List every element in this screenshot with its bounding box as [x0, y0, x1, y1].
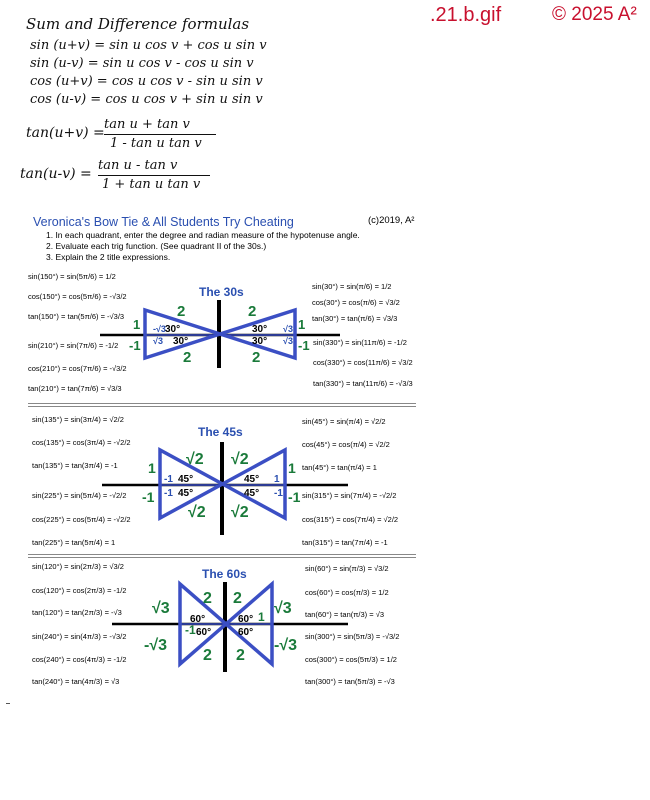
- instruction-3: 3. Explain the 2 title expressions.: [46, 252, 171, 262]
- tan-diff-numerator: tan u - tan v: [98, 158, 178, 173]
- side-label: -√3: [153, 324, 166, 334]
- hyp-label: 2: [233, 590, 242, 607]
- trig-row: sin(30°) = sin(π/6) = 1/2: [312, 282, 392, 291]
- trig-row: sin(225°) = sin(5π/4) = -√2/2: [32, 491, 127, 500]
- trig-row: sin(135°) = sin(3π/4) = √2/2: [32, 415, 124, 424]
- hyp-label: √2: [186, 451, 204, 468]
- tan-diff-denominator: 1 + tan u tan v: [102, 177, 201, 192]
- formula-line: cos (u-v) = cos u cos v + sin u sin v: [30, 92, 263, 107]
- tan-sum-denominator: 1 - tan u tan v: [110, 136, 202, 151]
- trig-row: tan(150°) = tan(5π/6) = -√3/3: [28, 312, 125, 321]
- side-label: -√3: [274, 637, 298, 654]
- side-label: 1: [148, 460, 156, 476]
- panel-title: The 60s: [202, 567, 247, 581]
- formula-line: sin (u-v) = sin u cos v - cos u sin v: [30, 56, 254, 71]
- hyp-label: √2: [231, 451, 249, 468]
- side-label: 1: [274, 474, 280, 485]
- trig-row: sin(60°) = sin(π/3) = √3/2: [305, 564, 389, 573]
- trig-row: cos(60°) = cos(π/3) = 1/2: [305, 588, 389, 597]
- side-label: 1: [288, 460, 296, 476]
- side-label: √3: [274, 600, 292, 617]
- hyp-label: 2: [248, 303, 257, 320]
- fraction-bar: [98, 175, 210, 176]
- side-label: 1: [258, 610, 265, 624]
- trig-row: sin(45°) = sin(π/4) = √2/2: [302, 417, 386, 426]
- trig-row: tan(315°) = tan(7π/4) = -1: [302, 538, 388, 547]
- trig-row: sin(240°) = sin(4π/3) = -√3/2: [32, 632, 127, 641]
- side-label: √3: [153, 336, 163, 346]
- trig-row: sin(300°) = sin(5π/3) = -√3/2: [305, 632, 400, 641]
- angle-label: 60°: [238, 614, 254, 625]
- side-label: -1: [288, 489, 301, 505]
- formula-line: sin (u+v) = sin u cos v + cos u sin v: [30, 38, 267, 53]
- hyp-label: 2: [203, 647, 212, 664]
- side-label: -1: [298, 338, 310, 353]
- trig-row: tan(30°) = tan(π/6) = √3/3: [312, 314, 398, 323]
- bowtie-diagram-45s: [100, 440, 350, 540]
- bowtie-diagram-60s: [110, 580, 350, 675]
- trig-row: tan(60°) = tan(π/3) = √3: [305, 610, 384, 619]
- panel-divider: [28, 403, 416, 407]
- hyp-label: 2: [203, 590, 212, 607]
- trig-row: tan(240°) = tan(4π/3) = √3: [32, 677, 120, 686]
- instruction-2: 2. Evaluate each trig function. (See quadrant II of the 30s.): [46, 241, 267, 251]
- side-label: 1: [133, 317, 141, 332]
- angle-label: 30°: [252, 336, 268, 347]
- stray-mark: [6, 703, 10, 704]
- angle-label: 30°: [165, 324, 181, 335]
- trig-row: sin(150°) = sin(5π/6) = 1/2: [28, 272, 116, 281]
- trig-row: tan(120°) = tan(2π/3) = -√3: [32, 608, 122, 617]
- trig-row: tan(330°) = tan(11π/6) = -√3/3: [313, 379, 413, 388]
- trig-row: sin(120°) = sin(2π/3) = √3/2: [32, 562, 124, 571]
- side-label: 1: [298, 317, 306, 332]
- trig-row: tan(210°) = tan(7π/6) = √3/3: [28, 384, 122, 393]
- angle-label: 60°: [190, 614, 206, 625]
- angle-label: 30°: [173, 336, 189, 347]
- side-label: -1: [129, 338, 141, 353]
- copyright-label: © 2025 A²: [552, 4, 637, 25]
- trig-row: sin(330°) = sin(11π/6) = -1/2: [313, 338, 407, 347]
- hyp-label: √2: [188, 504, 206, 521]
- side-label: -√3: [144, 637, 168, 654]
- panel-divider: [28, 554, 416, 558]
- trig-row: cos(135°) = cos(3π/4) = -√2/2: [32, 438, 131, 447]
- formula-line: cos (u+v) = cos u cos v - sin u sin v: [30, 74, 263, 89]
- trig-row: cos(240°) = cos(4π/3) = -1/2: [32, 655, 127, 664]
- side-label: -1: [142, 489, 155, 505]
- angle-label: 60°: [196, 627, 212, 638]
- instruction-1: 1. In each quadrant, enter the degree and radian measure of the hypotenuse angle.: [46, 230, 360, 240]
- trig-row: sin(210°) = sin(7π/6) = -1/2: [28, 341, 119, 350]
- worksheet-title: Veronica's Bow Tie & All Students Try Cheating: [33, 215, 294, 229]
- hyp-label: 2: [236, 647, 245, 664]
- side-label: -1: [164, 488, 173, 499]
- filename-label: .21.b.gif: [430, 4, 502, 26]
- angle-label: 45°: [244, 488, 260, 499]
- trig-row: tan(300°) = tan(5π/3) = -√3: [305, 677, 395, 686]
- worksheet-copyright: (c)2019, A²: [368, 215, 415, 226]
- panel-title: The 30s: [199, 285, 244, 299]
- side-label: -1: [164, 474, 173, 485]
- side-label: √3: [283, 324, 293, 334]
- hyp-label: 2: [252, 349, 261, 366]
- trig-row: cos(150°) = cos(5π/6) = -√3/2: [28, 292, 127, 301]
- trig-row: tan(45°) = tan(π/4) = 1: [302, 463, 377, 472]
- side-label: -1: [274, 488, 283, 499]
- side-label: √3: [283, 336, 293, 346]
- trig-row: cos(315°) = cos(7π/4) = √2/2: [302, 515, 399, 524]
- tan-diff-lhs: tan(u-v) =: [20, 166, 92, 182]
- angle-label: 45°: [178, 474, 194, 485]
- angle-label: 45°: [178, 488, 194, 499]
- panel-title: The 45s: [198, 425, 243, 439]
- side-label: -1: [185, 623, 196, 637]
- trig-row: cos(225°) = cos(5π/4) = -√2/2: [32, 515, 131, 524]
- trig-row: cos(330°) = cos(11π/6) = √3/2: [313, 358, 413, 367]
- angle-label: 60°: [238, 627, 254, 638]
- trig-row: cos(210°) = cos(7π/6) = -√3/2: [28, 364, 127, 373]
- hyp-label: √2: [231, 504, 249, 521]
- bowtie-diagram-30s: [95, 298, 345, 378]
- trig-row: sin(315°) = sin(7π/4) = -√2/2: [302, 491, 397, 500]
- hyp-label: 2: [177, 303, 186, 320]
- angle-label: 45°: [244, 474, 260, 485]
- trig-row: cos(30°) = cos(π/6) = √3/2: [312, 298, 400, 307]
- side-label: √3: [152, 600, 170, 617]
- trig-row: tan(225°) = tan(5π/4) = 1: [32, 538, 116, 547]
- angle-label: 30°: [252, 324, 268, 335]
- hyp-label: 2: [183, 349, 192, 366]
- tan-sum-lhs: tan(u+v) =: [26, 125, 105, 141]
- trig-row: tan(135°) = tan(3π/4) = -1: [32, 461, 118, 470]
- trig-row: cos(120°) = cos(2π/3) = -1/2: [32, 586, 127, 595]
- notes-title: Sum and Difference formulas: [26, 15, 250, 33]
- trig-row: cos(300°) = cos(5π/3) = 1/2: [305, 655, 397, 664]
- fraction-bar: [104, 134, 216, 135]
- tan-sum-numerator: tan u + tan v: [104, 117, 190, 132]
- trig-row: cos(45°) = cos(π/4) = √2/2: [302, 440, 390, 449]
